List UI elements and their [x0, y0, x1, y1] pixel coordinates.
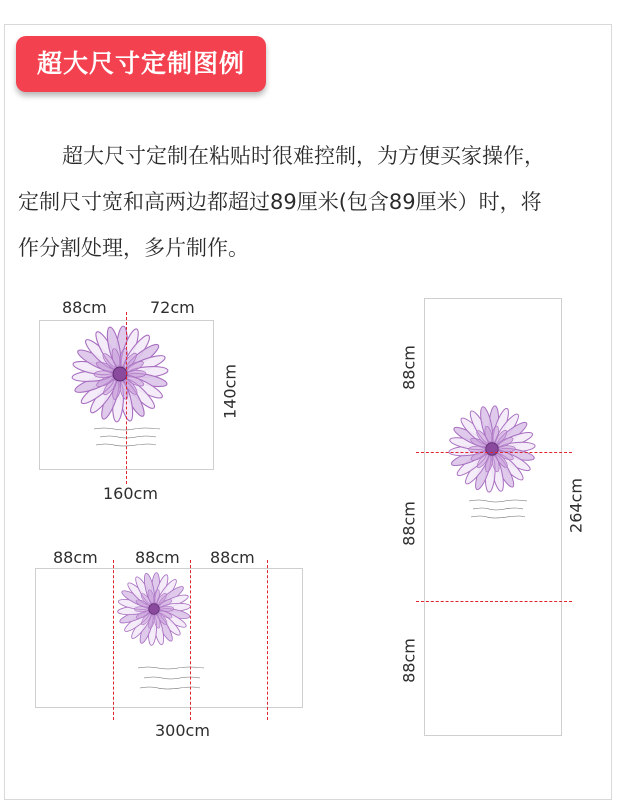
- script-text-decoration: [92, 426, 162, 448]
- example1-height-label: 140cm: [220, 364, 240, 419]
- flower-illustration: [447, 404, 537, 494]
- example3-seg-middle-label: 88cm: [399, 501, 419, 546]
- example1-seg-left-label: 88cm: [62, 298, 107, 317]
- intro-line-2: 定制尺寸宽和高两边都超过89厘米(包含89厘米）时，将: [18, 190, 542, 214]
- example3-height-label: 264cm: [566, 478, 586, 533]
- script-text-decoration: [136, 664, 206, 692]
- example2-seg2-label: 88cm: [135, 548, 180, 567]
- example3-seg-bottom-label: 88cm: [399, 638, 419, 683]
- example2-seg1-label: 88cm: [53, 548, 98, 567]
- example2-cut-line-3: [267, 560, 268, 720]
- example3-canvas: [424, 298, 562, 736]
- intro-line-1: 超大尺寸定制在粘贴时很难控制，为方便买家操作，: [62, 144, 545, 168]
- intro-line-3: 作分割处理，多片制作。: [18, 236, 249, 260]
- example3-cut-line-1: [416, 452, 572, 453]
- example1-seg-right-label: 72cm: [150, 298, 195, 317]
- example2-width-label: 300cm: [155, 721, 210, 740]
- intro-paragraph: [18, 133, 608, 271]
- example2-cut-line-2: [190, 560, 191, 720]
- flower-illustration: [116, 571, 192, 647]
- example1-cut-line: [126, 312, 127, 484]
- script-text-decoration: [467, 497, 529, 521]
- flower-illustration: [70, 324, 170, 424]
- example2-cut-line-1: [113, 560, 114, 720]
- example3-seg-top-label: 88cm: [399, 345, 419, 390]
- example2-canvas: [35, 568, 303, 708]
- section-title-badge: 超大尺寸定制图例: [16, 36, 266, 92]
- example2-seg3-label: 88cm: [210, 548, 255, 567]
- example1-width-label: 160cm: [103, 484, 158, 503]
- example3-cut-line-2: [416, 601, 572, 602]
